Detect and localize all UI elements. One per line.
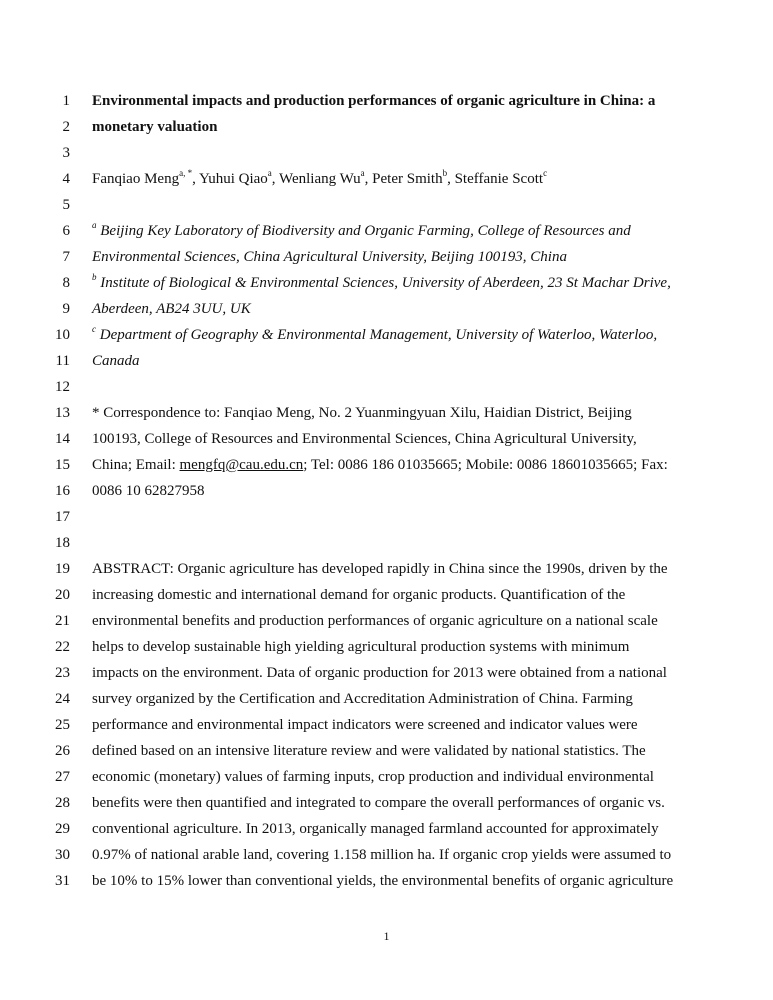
line-number: 2 xyxy=(62,119,70,135)
line-25 xyxy=(0,715,773,741)
author-name: Fanqiao Meng xyxy=(92,171,180,187)
line-8 xyxy=(0,273,773,299)
author-separator: , xyxy=(364,171,373,187)
author-separator: , xyxy=(192,171,200,187)
line-number: 9 xyxy=(62,301,70,317)
line-23 xyxy=(0,663,773,689)
affiliation-a xyxy=(92,221,733,241)
affiliation-c xyxy=(92,325,733,345)
correspondence-contact xyxy=(92,455,733,475)
abstract-text: helps to develop sustainable high yielding agricultural production systems with minimum xyxy=(92,639,630,655)
line-number: 19 xyxy=(55,561,70,577)
line-29 xyxy=(0,819,773,845)
line-number: 29 xyxy=(55,821,70,837)
page-number: 1 xyxy=(383,929,390,943)
author-affiliation-mark: a xyxy=(360,168,365,178)
line-number: 25 xyxy=(55,717,70,733)
abstract-text: survey organized by the Certification and Accreditation Administration of China. Farming xyxy=(92,691,633,707)
affiliation-mark: a xyxy=(92,220,97,230)
author-affiliation-mark: c xyxy=(543,168,548,178)
abstract-text: ABSTRACT: Organic agriculture has developed rapidly in China since the 1990s, driven by the xyxy=(92,561,668,577)
affiliation-b xyxy=(92,273,733,293)
line-number: 26 xyxy=(55,743,70,759)
line-number: 7 xyxy=(62,249,70,265)
line-18 xyxy=(0,533,773,559)
abstract-text: performance and environmental impact indicators were screened and indicator values were xyxy=(92,717,638,733)
line-number: 3 xyxy=(62,145,70,161)
line-number: 28 xyxy=(55,795,70,811)
affiliation-text: Department of Geography & Environmental Management, University of Waterloo, Waterloo, xyxy=(99,327,658,343)
title-line-1: Environmental impacts and production performances of organic agriculture in China: a xyxy=(92,93,656,109)
line-number: 22 xyxy=(55,639,70,655)
line-6 xyxy=(0,221,773,247)
line-14 xyxy=(0,429,773,455)
correspondence-text: China; Email: xyxy=(92,457,180,473)
line-4 xyxy=(0,169,773,195)
author-affiliation-mark: b xyxy=(442,168,448,178)
line-number: 20 xyxy=(55,587,70,603)
affiliation-mark: b xyxy=(92,272,97,282)
line-10 xyxy=(0,325,773,351)
correspondence-text: ; Tel: 0086 186 01035665; Mobile: 0086 18601035665; Fax: xyxy=(303,457,668,473)
line-number: 5 xyxy=(62,197,70,213)
author-affiliation-mark: a, * xyxy=(179,168,193,178)
line-28 xyxy=(0,793,773,819)
abstract-text: environmental benefits and production performances of organic agriculture on a national scale xyxy=(92,613,658,629)
title-line-2: monetary valuation xyxy=(92,119,218,135)
line-9 xyxy=(0,299,773,325)
line-22 xyxy=(0,637,773,663)
affiliation-text: Canada xyxy=(92,353,140,369)
abstract-text: economic (monetary) values of farming inputs, crop production and individual environmental xyxy=(92,769,654,785)
line-12 xyxy=(0,377,773,403)
line-11 xyxy=(0,351,773,377)
line-1 xyxy=(0,91,773,117)
line-7 xyxy=(0,247,773,273)
line-number: 10 xyxy=(55,327,70,343)
line-2 xyxy=(0,117,773,143)
line-number: 14 xyxy=(55,431,70,447)
line-3 xyxy=(0,143,773,169)
abstract-text: defined based on an intensive literature review and were validated by national statistics. The xyxy=(92,743,646,759)
line-19 xyxy=(0,559,773,585)
line-21 xyxy=(0,611,773,637)
abstract-text: conventional agriculture. In 2013, organically managed farmland accounted for approximately xyxy=(92,821,659,837)
abstract-text: be 10% to 15% lower than conventional yields, the environmental benefits of organic agriculture xyxy=(92,873,674,889)
email-link[interactable]: mengfq@cau.edu.cn xyxy=(179,457,304,473)
line-26 xyxy=(0,741,773,767)
author-separator: , xyxy=(447,171,455,187)
line-number: 8 xyxy=(62,275,70,291)
line-31 xyxy=(0,871,773,897)
line-number: 6 xyxy=(62,223,70,239)
correspondence-text: * Correspondence to: Fanqiao Meng, No. 2 Yuanmingyuan Xilu, Haidian District, Beijing xyxy=(92,405,632,421)
line-number: 12 xyxy=(55,379,70,395)
line-number: 31 xyxy=(55,873,70,889)
line-13 xyxy=(0,403,773,429)
line-number: 11 xyxy=(55,353,70,369)
line-number: 4 xyxy=(62,171,70,187)
abstract-text: 0.97% of national arable land, covering 1.158 million ha. If organic crop yields were assumed to xyxy=(92,847,672,863)
correspondence-text: 100193, College of Resources and Environmental Sciences, China Agricultural University, xyxy=(92,431,637,447)
line-number: 27 xyxy=(55,769,70,785)
affiliation-text: Environmental Sciences, China Agricultural University, Beijing 100193, China xyxy=(92,249,567,265)
line-number: 17 xyxy=(55,509,70,525)
line-27 xyxy=(0,767,773,793)
line-number: 13 xyxy=(55,405,70,421)
line-number: 30 xyxy=(55,847,70,863)
line-number: 15 xyxy=(55,457,70,473)
line-16 xyxy=(0,481,773,507)
author-separator: , xyxy=(271,171,280,187)
abstract-text: impacts on the environment. Data of organic production for 2013 were obtained from a national xyxy=(92,665,667,681)
line-number: 16 xyxy=(55,483,70,499)
author-list xyxy=(92,169,733,189)
line-24 xyxy=(0,689,773,715)
author-name: Yuhui Qiao xyxy=(199,171,268,187)
line-20 xyxy=(0,585,773,611)
line-15 xyxy=(0,455,773,481)
line-number: 24 xyxy=(55,691,70,707)
author-affiliation-mark: a xyxy=(267,168,272,178)
correspondence-text: 0086 10 62827958 xyxy=(92,483,205,499)
line-number: 21 xyxy=(55,613,70,629)
abstract-text: benefits were then quantified and integrated to compare the overall performances of organic vs. xyxy=(92,795,665,811)
author-name: Peter Smith xyxy=(372,171,443,187)
line-30 xyxy=(0,845,773,871)
affiliation-text: Aberdeen, AB24 3UU, UK xyxy=(92,301,251,317)
line-number: 1 xyxy=(62,93,70,109)
author-name: Wenliang Wu xyxy=(279,171,361,187)
line-number: 18 xyxy=(55,535,70,551)
line-number: 23 xyxy=(55,665,70,681)
affiliation-mark: c xyxy=(92,324,96,334)
line-5 xyxy=(0,195,773,221)
abstract-text: increasing domestic and international demand for organic products. Quantification of the xyxy=(92,587,626,603)
affiliation-text: Institute of Biological & Environmental Sciences, University of Aberdeen, 23 St Machar Drive, xyxy=(100,275,671,291)
affiliation-text: Beijing Key Laboratory of Biodiversity and Organic Farming, College of Resources and xyxy=(100,223,631,239)
author-name: Steffanie Scott xyxy=(454,171,544,187)
line-17 xyxy=(0,507,773,533)
